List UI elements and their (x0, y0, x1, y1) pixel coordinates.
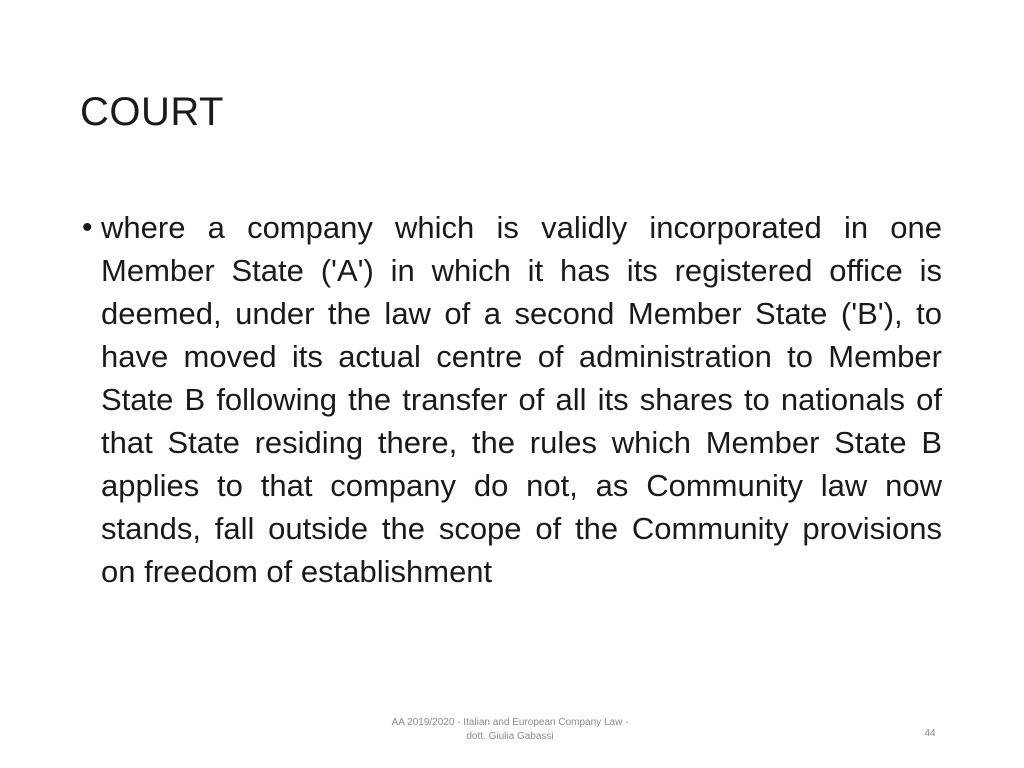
slide-footer (360, 716, 660, 744)
bullet-item (80, 206, 942, 593)
bullet-marker: • (82, 211, 93, 244)
bullet-list (80, 206, 942, 593)
bullet-text: where a company which is validly incorporated in one Member State ('A') in which it has its registered office is deemed, under the law of a second Member State ('B'), to have moved its actual centre of administration to Member State B following the transfer of all its shares to nationals of that State residing there, the rules which Member State B applies to that company do not, as Community law now stands, fall outside the scope of the Community provisions on freedom of establishment (101, 210, 942, 589)
page-number: 44 (924, 728, 936, 739)
footer-line-author: dott. Giulia Gabassi (466, 731, 554, 742)
slide-title: COURT (80, 90, 224, 134)
footer-line-course: AA 2019/2020 - Italian and European Company Law - (391, 717, 629, 728)
